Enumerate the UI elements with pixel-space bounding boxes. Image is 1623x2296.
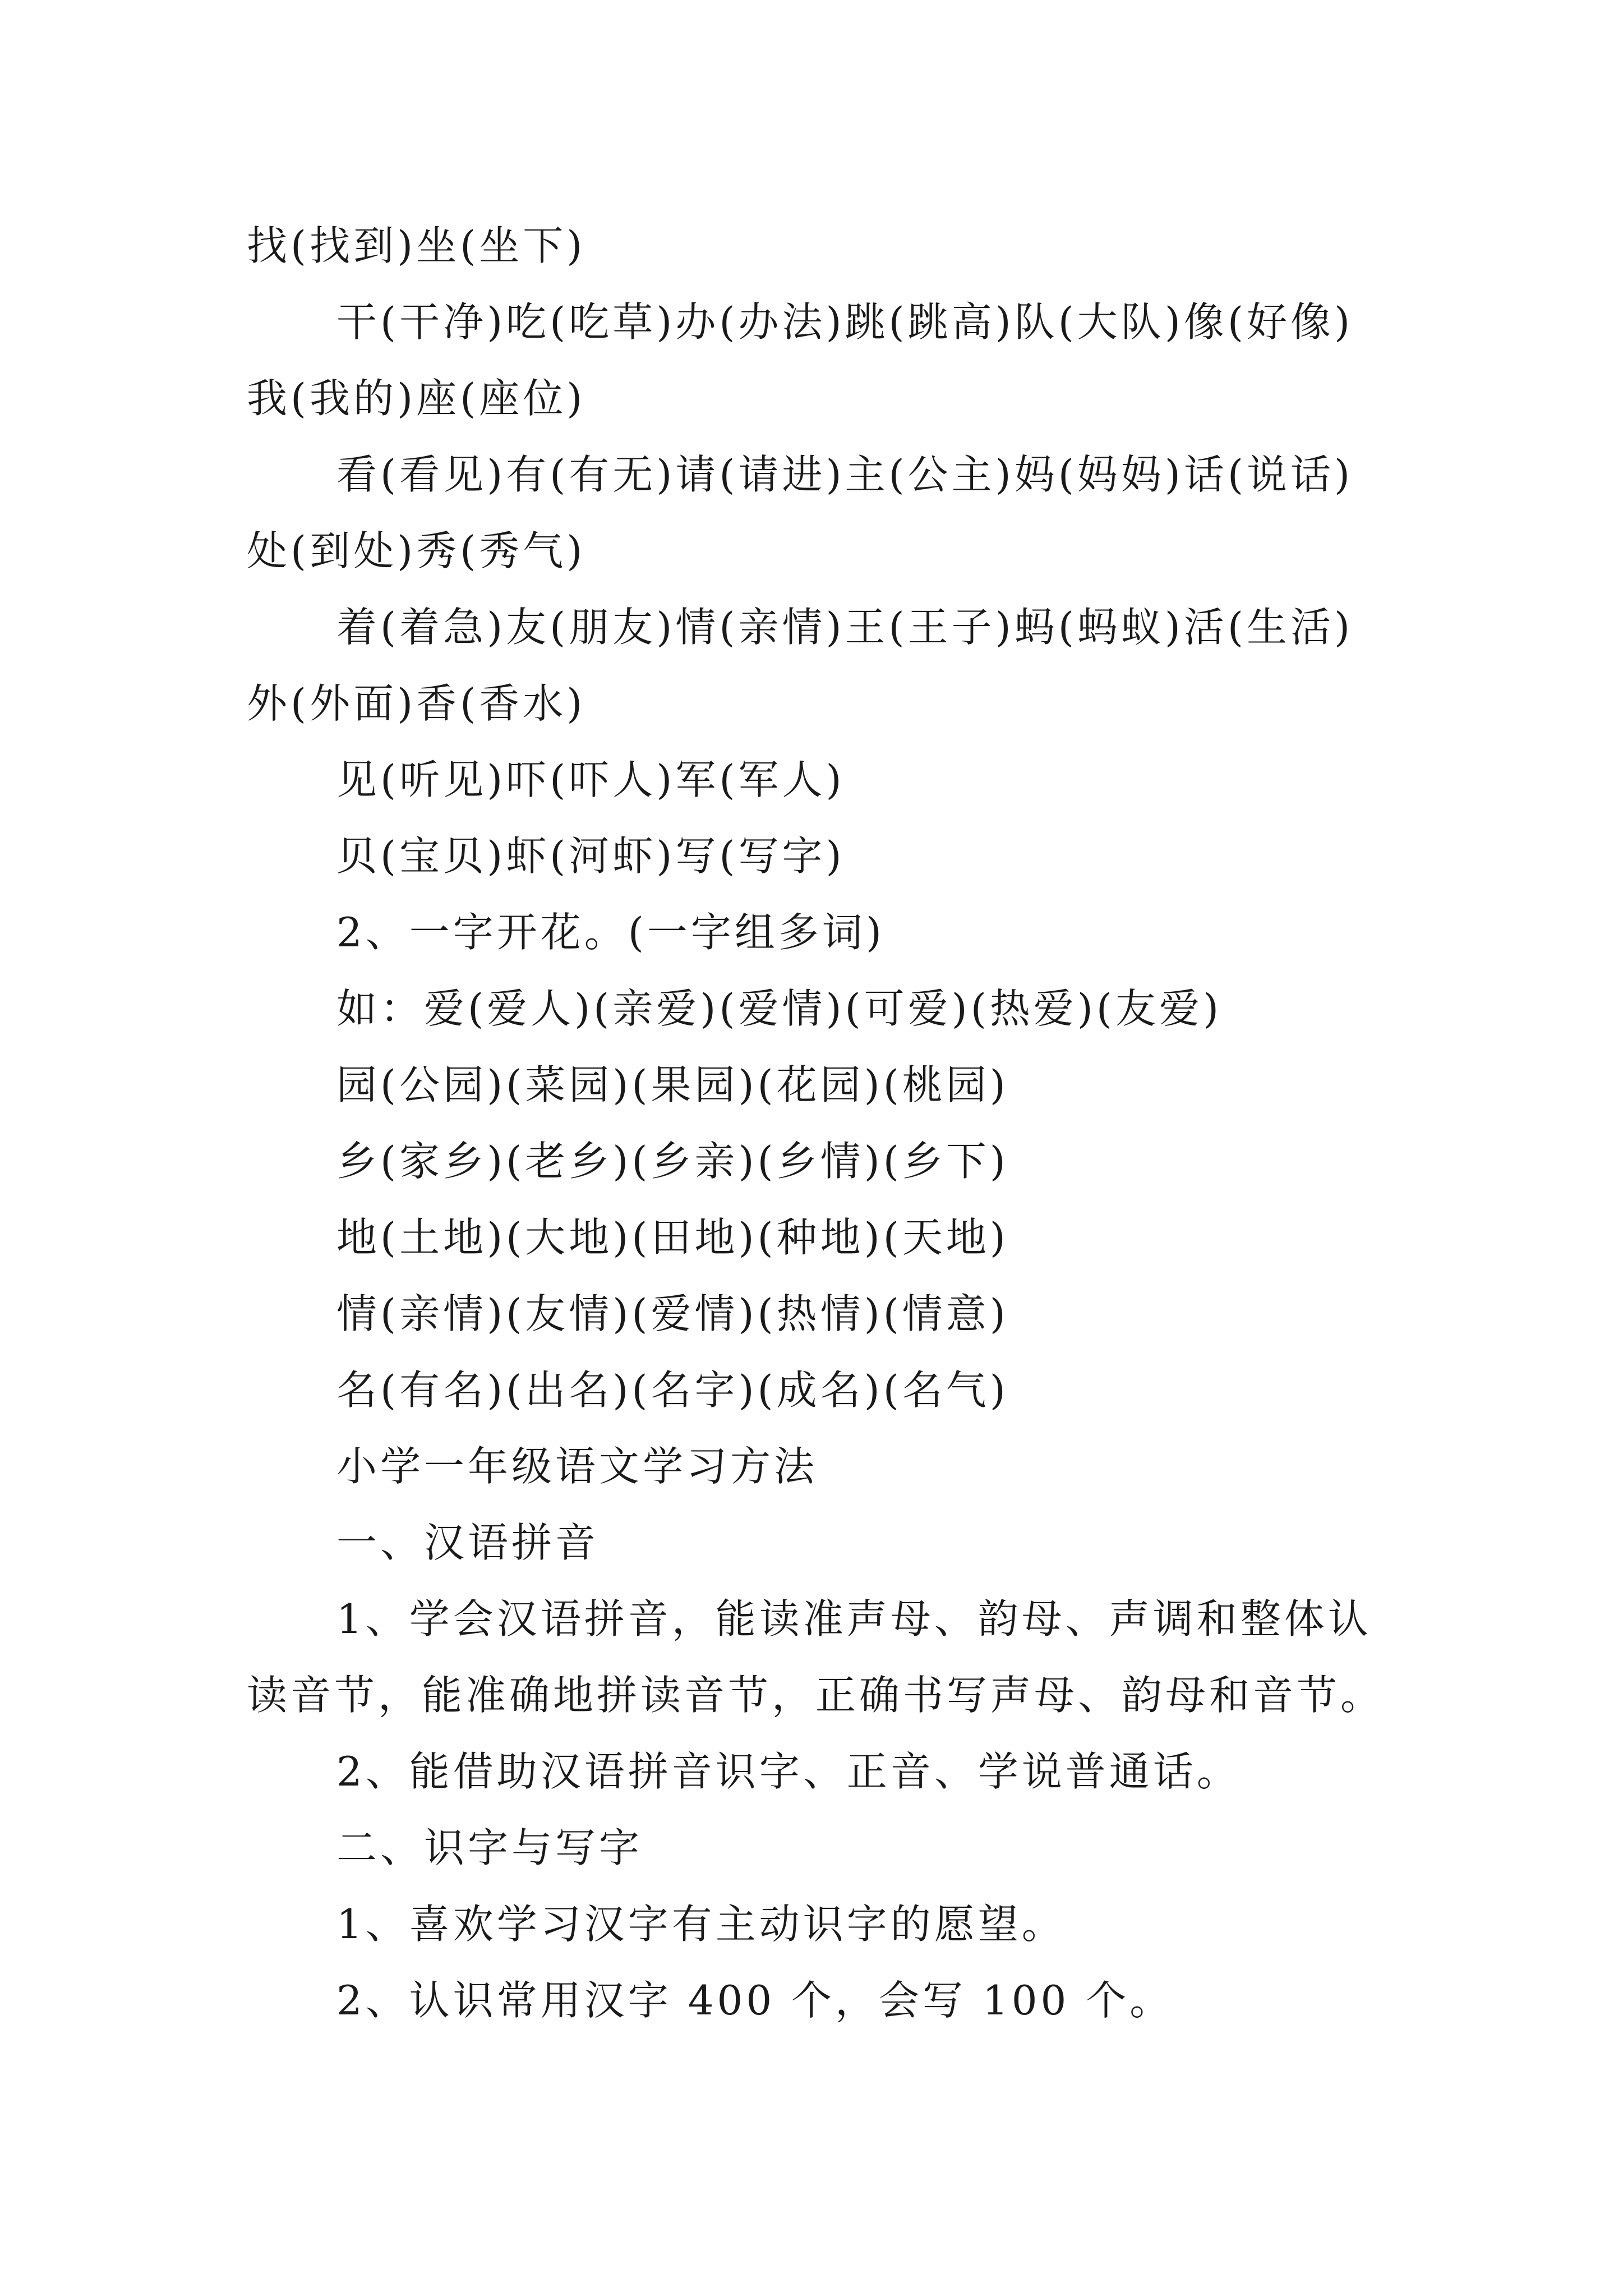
text-line: 找(找到)坐(坐下) [247, 222, 586, 269]
text-line: 1、喜欢学习汉字有主动识字的愿望。 [336, 1901, 1066, 1948]
text-line: 地(土地)(大地)(田地)(种地)(天地) [336, 1214, 1009, 1261]
document-body [247, 208, 1396, 2039]
text-line: 处(到处)秀(秀气) [247, 527, 586, 574]
text-line: 一、汉语拼音 [336, 1519, 600, 1566]
text-line: 二、识字与写字 [336, 1824, 643, 1871]
text-line: 名(有名)(出名)(名字)(成名)(名气) [336, 1366, 1009, 1414]
text-line: 乡(家乡)(老乡)(乡亲)(乡情)(乡下) [336, 1138, 1009, 1185]
text-line: 如：爱(爱人)(亲爱)(爱情)(可爱)(热爱)(友爱) [336, 985, 1223, 1032]
text-line: 2、能借助汉语拼音识字、正音、学说普通话。 [336, 1748, 1241, 1795]
text-line: 贝(宝贝)虾(河虾)写(写字) [336, 832, 845, 880]
text-line: 情(亲情)(友情)(爱情)(热情)(情意) [336, 1290, 1009, 1337]
text-line: 小学一年级语文学习方法 [336, 1443, 818, 1490]
text-line: 干(干净)吃(吃草)办(办法)跳(跳高)队(大队)像(好像) [336, 298, 1354, 346]
text-line: 园(公园)(菜园)(果园)(花园)(桃园) [336, 1061, 1009, 1108]
text-line: 外(外面)香(香水) [247, 680, 586, 727]
text-line: 读音节，能准确地拼读音节，正确书写声母、韵母和音节。 [247, 1672, 1385, 1719]
text-line: 我(我的)座(座位) [247, 375, 586, 422]
text-line: 1、学会汉语拼音，能读准声母、韵母、声调和整体认 [336, 1595, 1372, 1642]
text-line: 看(看见)有(有无)请(请进)主(公主)妈(妈妈)话(说话) [336, 451, 1354, 498]
text-line: 2、认识常用汉字 400 个，会写 100 个。 [336, 1977, 1174, 2024]
text-line: 着(着急)友(朋友)情(亲情)王(王子)蚂(蚂蚁)活(生活) [336, 604, 1354, 651]
text-line: 2、一字开花。(一字组多词) [336, 909, 885, 956]
text-line: 见(听见)吓(吓人)军(军人) [336, 756, 845, 803]
